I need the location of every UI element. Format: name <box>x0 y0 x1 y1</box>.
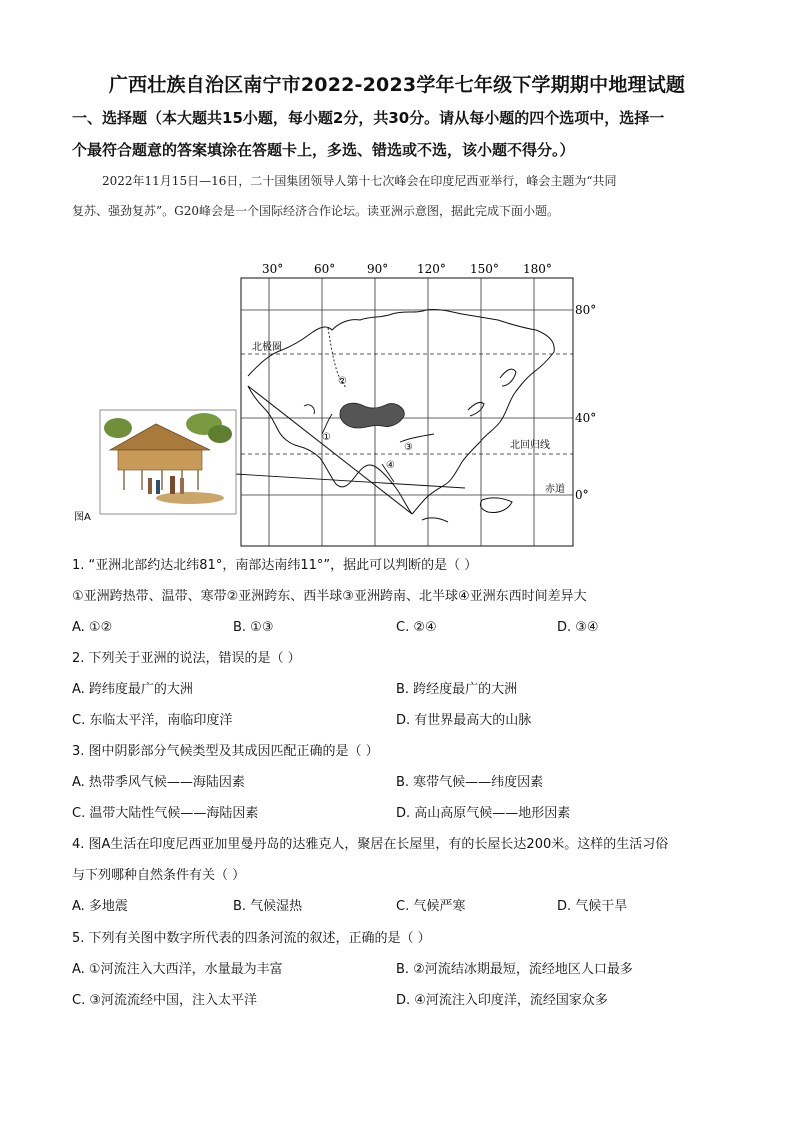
question-2-option-b: B. 跨经度最广的大洲 <box>396 682 518 697</box>
river-marker-4: ④ <box>386 460 395 471</box>
lon-label: 60° <box>314 262 336 276</box>
question-2-option-a: A. 跨纬度最广的大洲 <box>72 682 193 697</box>
river-marker-2: ② <box>338 376 347 387</box>
lon-label: 90° <box>367 262 389 276</box>
inset-pointer-line <box>235 474 465 488</box>
rivers <box>322 328 434 482</box>
asia-map-figure <box>70 258 630 550</box>
river-marker-3: ③ <box>404 442 413 453</box>
question-5-option-c: C. ③河流流经中国，注入太平洋 <box>72 993 257 1008</box>
question-1-option-d: D. ③④ <box>557 620 599 635</box>
question-5-option-d: D. ④河流注入印度洋，流经国家众多 <box>396 993 608 1008</box>
question-2-stem: 2. 下列关于亚洲的说法，错误的是（ ） <box>72 651 301 666</box>
asia-map-svg <box>70 258 630 550</box>
question-5-option-a: A. ①河流注入大西洋，水量最为丰富 <box>72 962 283 977</box>
question-1-stem: 1. “亚洲北部约达北纬81°，南部达南纬11°”，据此可以判断的是（ ） <box>72 558 478 573</box>
lat-label: 80° <box>575 303 597 317</box>
question-2-option-c: C. 东临太平洋，南临印度洋 <box>72 713 233 728</box>
question-4-option-d: D. 气候干旱 <box>557 899 628 914</box>
question-4-option-b: B. 气候湿热 <box>233 899 303 914</box>
question-4-stem-continued: 与下列哪种自然条件有关（ ） <box>72 868 246 883</box>
shaded-region <box>340 403 404 428</box>
river-3 <box>400 434 434 442</box>
question-1-option-b: B. ①③ <box>233 620 274 635</box>
lon-label: 150° <box>470 262 499 276</box>
question-1-option-c: C. ②④ <box>396 620 437 635</box>
question-3-option-b: B. 寒带气候——纬度因素 <box>396 775 544 790</box>
intro-line2: 复苏、强劲复苏”。G20峰会是一个国际经济合作论坛。读亚洲示意图，据此完成下面小题。 <box>72 204 559 218</box>
tropic-label: 北回归线 <box>510 440 550 451</box>
question-3-option-d: D. 高山高原气候——地形因素 <box>396 806 571 821</box>
lon-label: 180° <box>523 262 552 276</box>
question-5-stem: 5. 下列有关图中数字所代表的四条河流的叙述，正确的是（ ） <box>72 931 431 946</box>
arctic-circle-label: 北极圈 <box>252 342 282 353</box>
equator-label: 赤道 <box>545 484 565 495</box>
river-1 <box>322 414 332 434</box>
section-heading-line2: 个最符合题意的答案填涂在答题卡上，多选、错选或不选，该小题不得分。） <box>72 141 575 159</box>
question-1-statements: ①亚洲跨热带、温带、寒带②亚洲跨东、西半球③亚洲跨南、北半球④亚洲东西时间差异大 <box>72 589 587 604</box>
question-3-stem: 3. 图中阴影部分气候类型及其成因匹配正确的是（ ） <box>72 744 379 759</box>
question-3-option-a: A. 热带季风气候——海陆因素 <box>72 775 245 790</box>
intro-line1: 2022年11月15日—16日，二十国集团领导人第十七次峰会在印度尼西亚举行，峰会主题为“共同 <box>102 174 617 188</box>
section-heading-line1: 一、选择题（本大题共15小题，每小题2分，共30分。请从每小题的四个选项中，选择一 <box>72 109 665 127</box>
question-4-stem: 4. 图A生活在印度尼西亚加里曼丹岛的达雅克人，聚居在长屋里，有的长屋长达200米。这样的生活习俗 <box>72 837 669 852</box>
lon-label: 30° <box>262 262 284 276</box>
question-4-option-a: A. 多地震 <box>72 899 128 914</box>
question-4-option-c: C. 气候严寒 <box>396 899 466 914</box>
river-marker-1: ① <box>322 432 331 443</box>
lat-label: 0° <box>575 488 589 502</box>
lat-label: 40° <box>575 411 597 425</box>
question-3-option-c: C. 温带大陆性气候——海陆因素 <box>72 806 259 821</box>
question-1-option-a: A. ①② <box>72 620 113 635</box>
lon-label: 120° <box>417 262 446 276</box>
question-5-option-b: B. ②河流结冰期最短，流经地区人口最多 <box>396 962 633 977</box>
question-2-option-d: D. 有世界最高大的山脉 <box>396 713 532 728</box>
page-title: 广西壮族自治区南宁市2022-2023学年七年级下学期期中地理试题 <box>108 74 686 96</box>
figure-a-label: 图A <box>74 512 91 523</box>
longhouse-illustration <box>100 410 236 514</box>
